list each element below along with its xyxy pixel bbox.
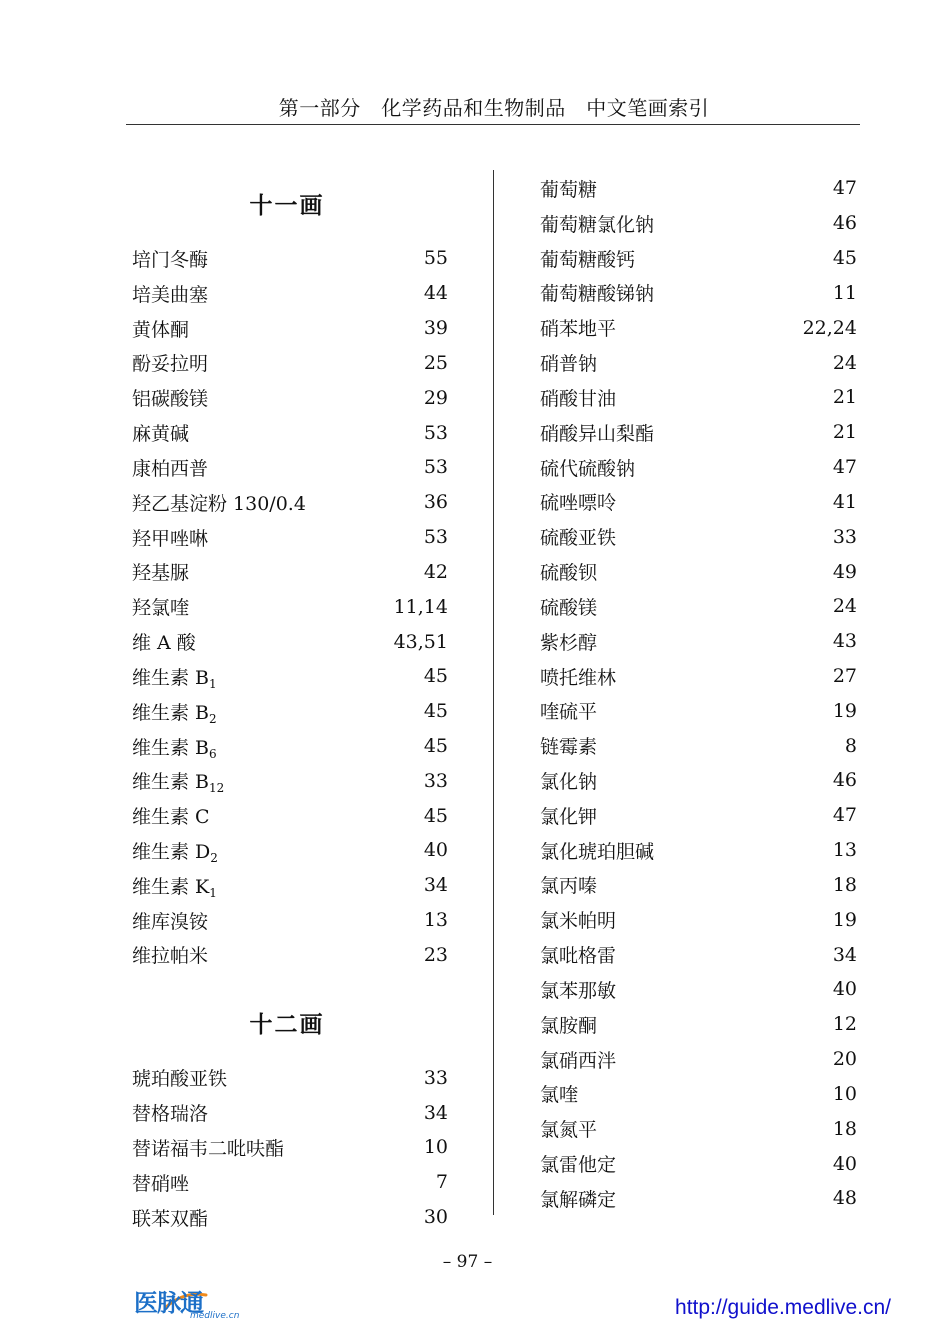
entry-name xyxy=(132,663,217,690)
entry-name xyxy=(132,837,218,864)
index-entry xyxy=(540,1007,857,1042)
index-entry xyxy=(540,624,857,659)
entry-name xyxy=(132,1099,208,1126)
entry-name-subscript: 2 xyxy=(210,850,218,865)
index-entry xyxy=(132,450,448,485)
entry-name xyxy=(540,1080,578,1107)
index-entry xyxy=(132,1200,448,1235)
entry-name xyxy=(540,488,616,515)
index-entry xyxy=(132,520,448,555)
entry-page: 42 xyxy=(423,560,448,583)
entry-page: 18 xyxy=(832,1117,857,1140)
entry-name-text: 维生素 B xyxy=(132,736,210,759)
entry-name xyxy=(132,872,217,899)
entry-name-text: 氯化琥珀胆碱 xyxy=(540,840,655,863)
header-rule xyxy=(126,124,860,125)
entry-name-text: 链霉素 xyxy=(540,736,598,759)
index-entry xyxy=(132,763,448,798)
entry-name-text: 维生素 K xyxy=(132,875,210,898)
entry-name xyxy=(132,245,208,272)
entry-page: 20 xyxy=(832,1048,857,1071)
entry-name xyxy=(132,349,208,376)
entry-name xyxy=(132,1134,284,1161)
index-entry xyxy=(540,1111,857,1146)
entry-page: 47 xyxy=(832,456,857,479)
index-entry xyxy=(132,938,448,973)
index-entry xyxy=(540,484,857,519)
entry-name-text: 替格瑞洛 xyxy=(132,1103,209,1126)
index-entry xyxy=(540,728,857,763)
index-entry xyxy=(132,1130,448,1165)
entry-page: 45 xyxy=(423,735,448,757)
entry-page: 10 xyxy=(832,1082,857,1105)
entry-name xyxy=(540,1150,616,1177)
entry-name xyxy=(132,733,217,760)
index-entry xyxy=(132,241,448,276)
index-entry xyxy=(540,450,857,485)
entry-name-text: 硝酸甘油 xyxy=(540,387,617,410)
entry-name-text: 喹硫平 xyxy=(540,701,598,724)
entry-name-text: 硫酸镁 xyxy=(540,596,598,619)
entry-name-text: 硫酸亚铁 xyxy=(540,527,617,550)
entry-name xyxy=(132,1169,189,1196)
entry-name xyxy=(540,871,597,898)
entry-name xyxy=(540,314,616,341)
entry-name-text: 硫代硫酸钠 xyxy=(540,457,636,480)
entry-name-text: 培门冬酶 xyxy=(132,248,209,271)
entry-name xyxy=(132,767,224,794)
index-entry xyxy=(540,345,857,380)
entry-name-text: 葡萄糖 xyxy=(540,178,598,201)
index-entry xyxy=(540,1042,857,1077)
index-entry xyxy=(132,694,448,729)
entry-page: 47 xyxy=(832,177,857,200)
index-entry xyxy=(132,311,448,346)
right-index-column xyxy=(540,171,857,1216)
index-entry xyxy=(540,206,857,241)
entry-name-text: 羟甲唑啉 xyxy=(132,527,209,550)
entry-page: 45 xyxy=(832,247,857,270)
entry-name-text: 氯解磷定 xyxy=(540,1188,617,1211)
entry-name-text: 维拉帕米 xyxy=(132,945,209,968)
entry-name xyxy=(540,697,597,724)
footer-url-link[interactable]: http://guide.medlive.cn/ xyxy=(675,1296,891,1319)
entry-name-text: 氯氮平 xyxy=(540,1119,598,1142)
index-entry xyxy=(132,1165,448,1200)
index-entry xyxy=(540,798,857,833)
entry-name-text: 维生素 B xyxy=(132,701,210,724)
entry-name-text: 硫酸钡 xyxy=(540,562,598,585)
page-number: – 97 – xyxy=(442,1252,493,1272)
index-entry xyxy=(540,241,857,276)
index-entry xyxy=(540,868,857,903)
index-entry xyxy=(540,1146,857,1181)
index-entry xyxy=(540,902,857,937)
entry-page: 36 xyxy=(423,491,448,514)
entry-name-text: 氯喹 xyxy=(540,1084,579,1107)
entry-page: 23 xyxy=(423,943,448,966)
index-entry xyxy=(540,1181,857,1216)
entry-name-text: 羟乙基淀粉 130/0.4 xyxy=(132,492,306,515)
index-entry xyxy=(540,972,857,1007)
entry-name xyxy=(540,1185,616,1212)
entry-name-text: 氯丙嗪 xyxy=(540,875,598,898)
stroke-section-title: 十一画 xyxy=(249,193,325,219)
entry-name xyxy=(540,976,616,1003)
entry-name xyxy=(132,524,208,551)
entry-page: 22,24 xyxy=(802,316,857,339)
index-entry xyxy=(132,903,448,938)
index-entry xyxy=(132,415,448,450)
entry-page: 43,51 xyxy=(393,630,448,653)
entry-name xyxy=(132,941,208,968)
index-entry xyxy=(540,833,857,868)
index-entry xyxy=(540,275,857,310)
entry-page: 41 xyxy=(832,490,857,513)
entry-page: 53 xyxy=(423,456,448,479)
entry-name-subscript: 1 xyxy=(209,676,217,691)
index-entry xyxy=(132,380,448,415)
entry-name-text: 氯吡格雷 xyxy=(540,945,617,968)
entry-name xyxy=(540,523,616,550)
entry-name xyxy=(540,837,654,864)
entry-page: 11,14 xyxy=(393,595,448,618)
index-entry xyxy=(132,345,448,380)
entry-name xyxy=(540,558,597,585)
entry-page: 48 xyxy=(832,1187,857,1210)
entry-name xyxy=(540,1011,597,1038)
index-entry xyxy=(132,868,448,903)
logo-subtext: medlive.cn xyxy=(190,1311,240,1321)
entry-name xyxy=(540,279,654,306)
entry-page: 45 xyxy=(423,700,448,723)
entry-name-text: 氯胺酮 xyxy=(540,1014,598,1037)
entry-name-text: 羟氯喹 xyxy=(132,597,190,620)
entry-name-text: 维生素 B xyxy=(132,771,210,794)
entry-page: 53 xyxy=(423,526,448,549)
entry-page: 40 xyxy=(832,978,857,1001)
entry-page: 11 xyxy=(832,281,857,304)
entry-page: 34 xyxy=(423,1101,448,1124)
index-entry xyxy=(132,589,448,624)
index-entry xyxy=(132,659,448,694)
entry-page: 27 xyxy=(832,665,857,687)
entry-name xyxy=(540,210,654,237)
entry-page: 49 xyxy=(832,560,857,583)
entry-name xyxy=(540,1046,616,1073)
entry-name xyxy=(132,315,189,342)
entry-name-text: 紫杉醇 xyxy=(540,631,598,654)
section-gap xyxy=(132,972,448,990)
index-entry xyxy=(540,310,857,345)
entry-name xyxy=(132,280,208,307)
entry-page: 19 xyxy=(832,908,857,931)
entry-page: 39 xyxy=(423,317,448,340)
entry-page: 45 xyxy=(423,665,448,688)
entry-name-text: 氯米帕明 xyxy=(540,910,617,933)
entry-page: 21 xyxy=(832,386,857,409)
index-entry xyxy=(132,485,448,520)
entry-name xyxy=(540,349,597,376)
entry-name-text: 维 A 酸 xyxy=(132,632,196,655)
entry-page: 24 xyxy=(832,595,857,618)
entry-name-text: 喷托维林 xyxy=(540,666,617,689)
entry-name-text: 氯苯那敏 xyxy=(540,979,617,1002)
index-entry xyxy=(540,659,857,694)
index-entry xyxy=(540,1077,857,1112)
entry-name xyxy=(540,802,597,829)
entry-name xyxy=(540,419,654,446)
entry-name xyxy=(132,698,217,725)
entry-name xyxy=(132,558,189,585)
entry-page: 33 xyxy=(423,1066,448,1089)
entry-name xyxy=(132,802,210,829)
column-divider xyxy=(493,170,494,1215)
entry-name-text: 羟基脲 xyxy=(132,562,190,585)
entry-name-text: 替诺福韦二吡呋酯 xyxy=(132,1137,285,1160)
entry-name-text: 培美曲塞 xyxy=(132,283,209,306)
entry-name-text: 琥珀酸亚铁 xyxy=(132,1068,228,1091)
left-index-column xyxy=(132,171,448,1235)
index-entry xyxy=(132,276,448,311)
entry-name xyxy=(540,767,597,794)
index-entry xyxy=(540,415,857,450)
entry-name-text: 维生素 D xyxy=(132,840,211,863)
entry-name-text: 硝苯地平 xyxy=(540,318,617,341)
index-entry xyxy=(540,693,857,728)
entry-name-text: 铝碳酸镁 xyxy=(132,388,209,411)
entry-name xyxy=(132,1064,227,1091)
index-entry xyxy=(540,554,857,589)
entry-name xyxy=(540,628,597,655)
entry-name-text: 氯化钠 xyxy=(540,770,598,793)
entry-name xyxy=(540,663,616,690)
entry-name xyxy=(540,454,635,481)
entry-page: 25 xyxy=(423,351,448,374)
entry-page: 12 xyxy=(832,1013,857,1036)
entry-name-text: 氯雷他定 xyxy=(540,1154,617,1177)
index-entry xyxy=(540,589,857,624)
entry-page: 24 xyxy=(832,351,857,374)
index-entry xyxy=(132,1060,448,1095)
entry-name xyxy=(132,907,208,934)
logo-text: 医脉通 xyxy=(134,1289,203,1317)
entry-name xyxy=(540,175,597,202)
entry-page: 46 xyxy=(832,212,857,235)
entry-page: 47 xyxy=(832,804,857,827)
entry-name-text: 氯化钾 xyxy=(540,805,598,828)
entry-page: 8 xyxy=(844,734,857,757)
entry-name xyxy=(540,593,597,620)
page-header-title: 第一部分 化学药品和生物制品 中文笔画索引 xyxy=(278,96,710,120)
entry-name-text: 替硝唑 xyxy=(132,1172,190,1195)
entry-page: 13 xyxy=(832,839,857,862)
entry-name xyxy=(540,1115,597,1142)
entry-name-subscript: 12 xyxy=(209,781,225,796)
entry-name-text: 维生素 B xyxy=(132,666,210,689)
entry-page: 40 xyxy=(423,839,448,862)
entry-name-text: 氯硝西泮 xyxy=(540,1049,617,1072)
index-entry xyxy=(132,729,448,764)
entry-name xyxy=(132,489,306,516)
entry-page: 21 xyxy=(832,421,857,444)
index-entry xyxy=(132,554,448,589)
entry-page: 33 xyxy=(832,525,857,548)
medlive-logo xyxy=(134,1283,244,1325)
entry-name xyxy=(540,941,616,968)
entry-name-text: 葡萄糖酸锑钠 xyxy=(540,283,655,306)
entry-name-text: 麻黄碱 xyxy=(132,423,190,446)
entry-name xyxy=(132,454,208,481)
index-entry xyxy=(132,833,448,868)
entry-page: 55 xyxy=(423,247,448,270)
entry-name xyxy=(540,245,635,272)
entry-page: 53 xyxy=(423,421,448,444)
entry-name-text: 康柏西普 xyxy=(132,457,209,480)
entry-name xyxy=(132,384,208,411)
entry-name xyxy=(132,593,189,620)
entry-name xyxy=(132,628,196,655)
entry-name-subscript: 2 xyxy=(209,711,217,726)
entry-name xyxy=(540,732,597,759)
entry-page: 7 xyxy=(435,1171,448,1194)
index-entry xyxy=(132,624,448,659)
entry-name-text: 维生素 C xyxy=(132,806,210,829)
index-entry xyxy=(540,519,857,554)
entry-name xyxy=(540,906,616,933)
entry-name-text: 葡萄糖氯化钠 xyxy=(540,213,655,236)
index-entry xyxy=(132,798,448,833)
index-entry xyxy=(540,937,857,972)
entry-name-text: 葡萄糖酸钙 xyxy=(540,248,636,271)
entry-page: 46 xyxy=(832,769,857,792)
entry-name-text: 酚妥拉明 xyxy=(132,353,209,376)
entry-page: 33 xyxy=(423,769,448,792)
entry-name-text: 联苯双酯 xyxy=(132,1207,209,1230)
entry-name-text: 维库溴铵 xyxy=(132,910,209,933)
index-entry xyxy=(132,1095,448,1130)
entry-page: 43 xyxy=(832,630,857,653)
entry-name-text: 硫唑嘌呤 xyxy=(540,492,617,515)
entry-page: 34 xyxy=(832,943,857,966)
entry-name-subscript: 6 xyxy=(209,746,217,761)
entry-page: 13 xyxy=(423,909,448,932)
entry-page: 40 xyxy=(832,1152,857,1175)
stroke-section-title: 十二画 xyxy=(249,1012,325,1039)
entry-page: 10 xyxy=(423,1136,448,1159)
entry-name xyxy=(540,384,616,411)
entry-page: 44 xyxy=(423,282,448,305)
entry-page: 45 xyxy=(423,804,448,827)
entry-page: 19 xyxy=(832,699,857,722)
entry-page: 29 xyxy=(423,386,448,409)
entry-name-text: 硝酸异山梨酯 xyxy=(540,422,655,445)
entry-page: 34 xyxy=(423,874,448,897)
entry-name xyxy=(132,419,189,446)
index-entry xyxy=(540,763,857,798)
entry-name-text: 黄体酮 xyxy=(132,318,190,341)
entry-name-subscript: 1 xyxy=(209,885,217,900)
entry-name xyxy=(132,1204,208,1231)
index-entry xyxy=(540,380,857,415)
entry-name-text: 硝普钠 xyxy=(540,353,598,376)
entry-page: 18 xyxy=(832,873,857,896)
index-entry xyxy=(540,171,857,206)
entry-page: 30 xyxy=(423,1206,448,1229)
